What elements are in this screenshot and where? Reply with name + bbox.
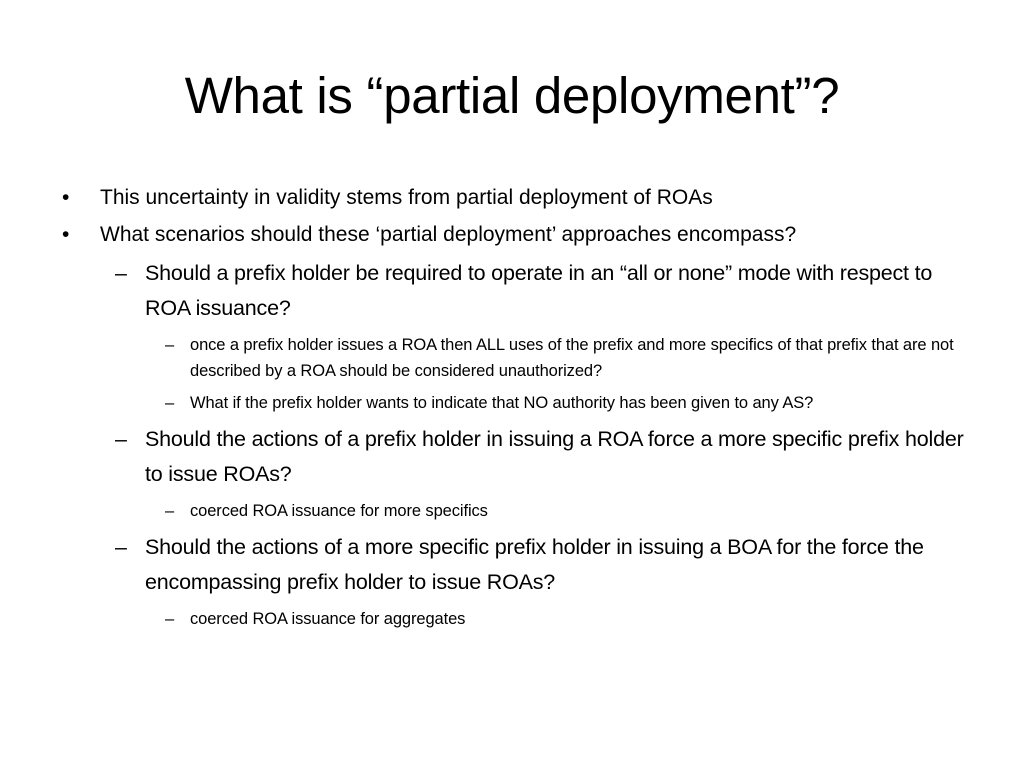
dash-marker: – — [115, 535, 127, 559]
dash-marker: – — [115, 261, 127, 285]
bullet-marker: • — [62, 223, 70, 246]
sub-bullet-item — [60, 256, 970, 326]
sub-sub-bullet-item — [60, 606, 970, 632]
slide-title: What is “partial deployment”? — [184, 67, 840, 124]
sub-bullet-item — [60, 530, 970, 600]
sub-bullet-text: Should the actions of a prefix holder in issuing a ROA force a more specific prefix holder to issue ROAs? — [145, 427, 964, 486]
sub-bullet-item — [60, 422, 970, 492]
dash-marker: – — [165, 610, 175, 628]
bullet-item — [60, 182, 970, 213]
bullet-text: This uncertainty in validity stems from partial deployment of ROAs — [100, 186, 713, 209]
sub-bullet-text: Should a prefix holder be required to operate in an “all or none” mode with respect to ROA issuance? — [145, 261, 933, 320]
sub-sub-bullet-item — [60, 332, 970, 384]
sub-sub-bullet-text: What if the prefix holder wants to indicate that NO authority has been given to any AS? — [190, 394, 814, 412]
dash-marker: – — [165, 336, 175, 354]
bullet-marker: • — [62, 186, 70, 209]
dash-marker: – — [165, 394, 175, 412]
sub-sub-bullet-text: coerced ROA issuance for aggregates — [190, 610, 466, 628]
dash-marker: – — [115, 427, 127, 451]
sub-sub-bullet-text: once a prefix holder issues a ROA then ALL uses of the prefix and more specifics of that prefix that are not described by a ROA should be considered unauthorized? — [190, 336, 954, 380]
dash-marker: – — [165, 502, 175, 520]
slide-body — [60, 182, 970, 638]
bullet-text: What scenarios should these ‘partial deployment’ approaches encompass? — [100, 223, 797, 246]
sub-sub-bullet-item — [60, 390, 970, 416]
bullet-item — [60, 219, 970, 250]
sub-sub-bullet-text: coerced ROA issuance for more specifics — [190, 502, 488, 520]
sub-bullet-text: Should the actions of a more specific prefix holder in issuing a BOA for the force the encompassing prefix holder to issue ROAs? — [145, 535, 924, 594]
sub-sub-bullet-item — [60, 498, 970, 524]
